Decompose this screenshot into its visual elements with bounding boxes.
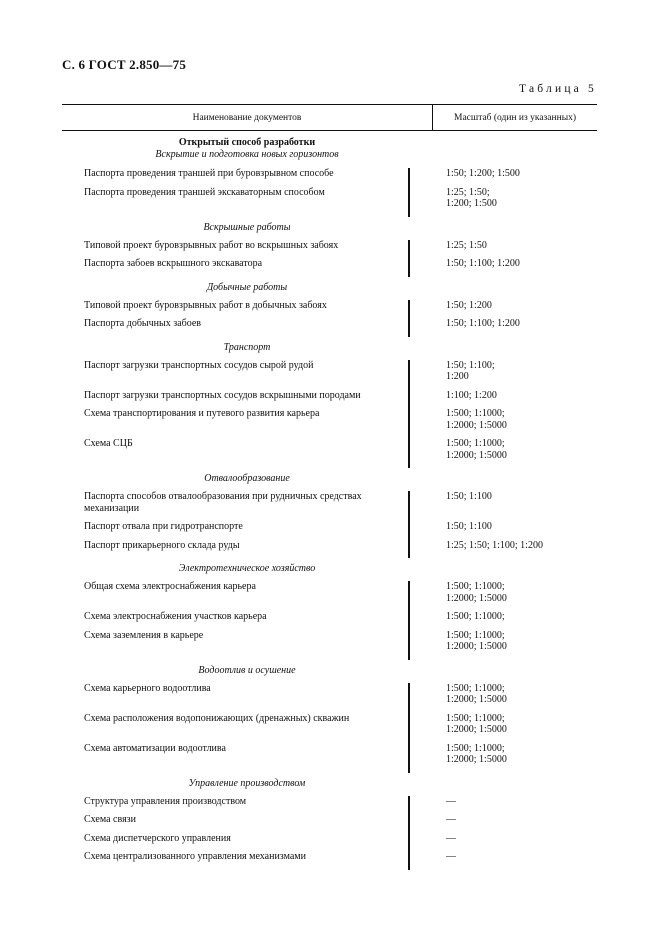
document-name: Схема диспетчерского управления [62,833,410,852]
table-caption: Таблица 5 [519,83,597,95]
table-row [62,833,597,852]
section-title: Транспорт [223,341,271,353]
table-row [62,258,597,277]
document-name: Паспорт отвала при гидротранспорте [62,521,410,540]
table-row [62,581,597,611]
section-title: Водоотлив и осушение [198,664,296,676]
page-header: С. 6 ГОСТ 2.850—75 [62,57,187,72]
table-row [62,187,597,217]
document-scale: 1:50; 1:100 [446,491,492,502]
document-scale: 1:50; 1:200; 1:500 [446,168,520,179]
document-name: Типовой проект буровзрывных работ во вскрышных забоях [62,240,410,259]
document-scale: 1:500; 1:1000; 1:2000; 1:5000 [446,712,507,735]
section-title: Отвалообразование [204,473,290,484]
documents-table [62,104,597,870]
document-name: Типовой проект буровзрывных работ в добычных забоях [62,300,410,319]
table-row [62,713,597,743]
document-scale: — [446,814,456,825]
table-row [62,630,597,660]
document-scale: 1:50; 1:100; 1:200 [446,258,520,269]
document-scale: — [446,795,456,807]
document-scale: 1:500; 1:1000; 1:2000; 1:5000 [446,581,507,604]
document-scale: 1:500; 1:1000; 1:2000; 1:5000 [446,682,507,705]
document-scale: 1:25; 1:50; 1:200; 1:500 [446,186,497,209]
document-name: Схема электроснабжения участков карьера [62,611,410,630]
document-name: Схема расположения водопонижающих (дренажных) скважин [62,713,410,743]
document-name: Паспорта способов отвалообразования при рудничных средствах механизации [62,491,410,521]
column-header-scale: Масштаб (один из указанных) [454,112,576,123]
table-row [62,611,597,630]
table-row [62,360,597,390]
document-scale: — [446,832,456,844]
document-name: Паспорта проведения траншей экскаваторным способом [62,187,410,217]
document-name: Паспорт загрузки транспортных сосудов вскрышными породами [62,390,410,409]
document-name: Схема централизованного управления механизмами [62,851,410,870]
document-name: Схема транспортирования и путевого развития карьера [62,408,410,438]
document-name: Паспорт прикарьерного склада руды [62,540,410,559]
document-name: Схема связи [62,814,410,833]
document-scale: 1:50; 1:100; 1:200 [446,359,495,382]
column-header-name: Наименование документов [62,105,433,130]
section-title: Электротехническое хозяйство [178,563,316,574]
table-row [62,318,597,337]
document-scale: 1:500; 1:1000; 1:2000; 1:5000 [446,438,507,461]
document-name: Схема СЦБ [62,438,410,468]
document-name: Схема автоматизации водоотлива [62,743,410,773]
document-scale: 1:50; 1:100; 1:200 [446,318,520,329]
table-row [62,168,597,187]
document-name: Структура управления производством [62,796,410,815]
table-row [62,408,597,438]
table-row [62,491,597,521]
section-title: Вскрытие и подготовка новых горизонтов [155,149,339,160]
document-scale: 1:50; 1:200 [446,299,492,311]
table-row [62,540,597,559]
table-row [62,438,597,468]
document-scale: 1:500; 1:1000; [446,611,505,622]
document-scale: 1:500; 1:1000; 1:2000; 1:5000 [446,629,507,652]
table-row [62,521,597,540]
table-row [62,683,597,713]
table-row [62,796,597,815]
document-name: Схема карьерного водоотлива [62,683,410,713]
main-section-title: Открытый способ разработки [178,137,316,148]
section-title: Вскрышные работы [203,221,291,233]
table-row [62,300,597,319]
document-scale: 1:500; 1:1000; 1:2000; 1:5000 [446,408,507,431]
document-name: Общая схема электроснабжения карьера [62,581,410,611]
document-scale: 1:500; 1:1000; 1:2000; 1:5000 [446,742,507,765]
document-scale: — [446,851,456,862]
document-scale: 1:100; 1:200 [446,389,497,401]
section-title: Управление производством [188,777,306,789]
document-name: Паспорта добычных забоев [62,318,410,337]
table-row [62,390,597,409]
table-row [62,743,597,773]
table-row [62,851,597,870]
document-scale: 1:25; 1:50 [446,239,487,251]
document-scale: 1:25; 1:50; 1:100; 1:200 [446,539,543,551]
table-row [62,814,597,833]
table-body [62,149,597,870]
document-name: Паспорта проведения траншей при буровзрывном способе [62,168,410,187]
document-name: Паспорта забоев вскрышного экскаватора [62,258,410,277]
section-title: Добычные работы [206,281,288,293]
table-row [62,240,597,259]
document-name: Схема заземления в карьере [62,630,410,660]
table-header [62,104,597,131]
document-scale: 1:50; 1:100 [446,521,492,532]
document-name: Паспорт загрузки транспортных сосудов сырой рудой [62,360,410,390]
